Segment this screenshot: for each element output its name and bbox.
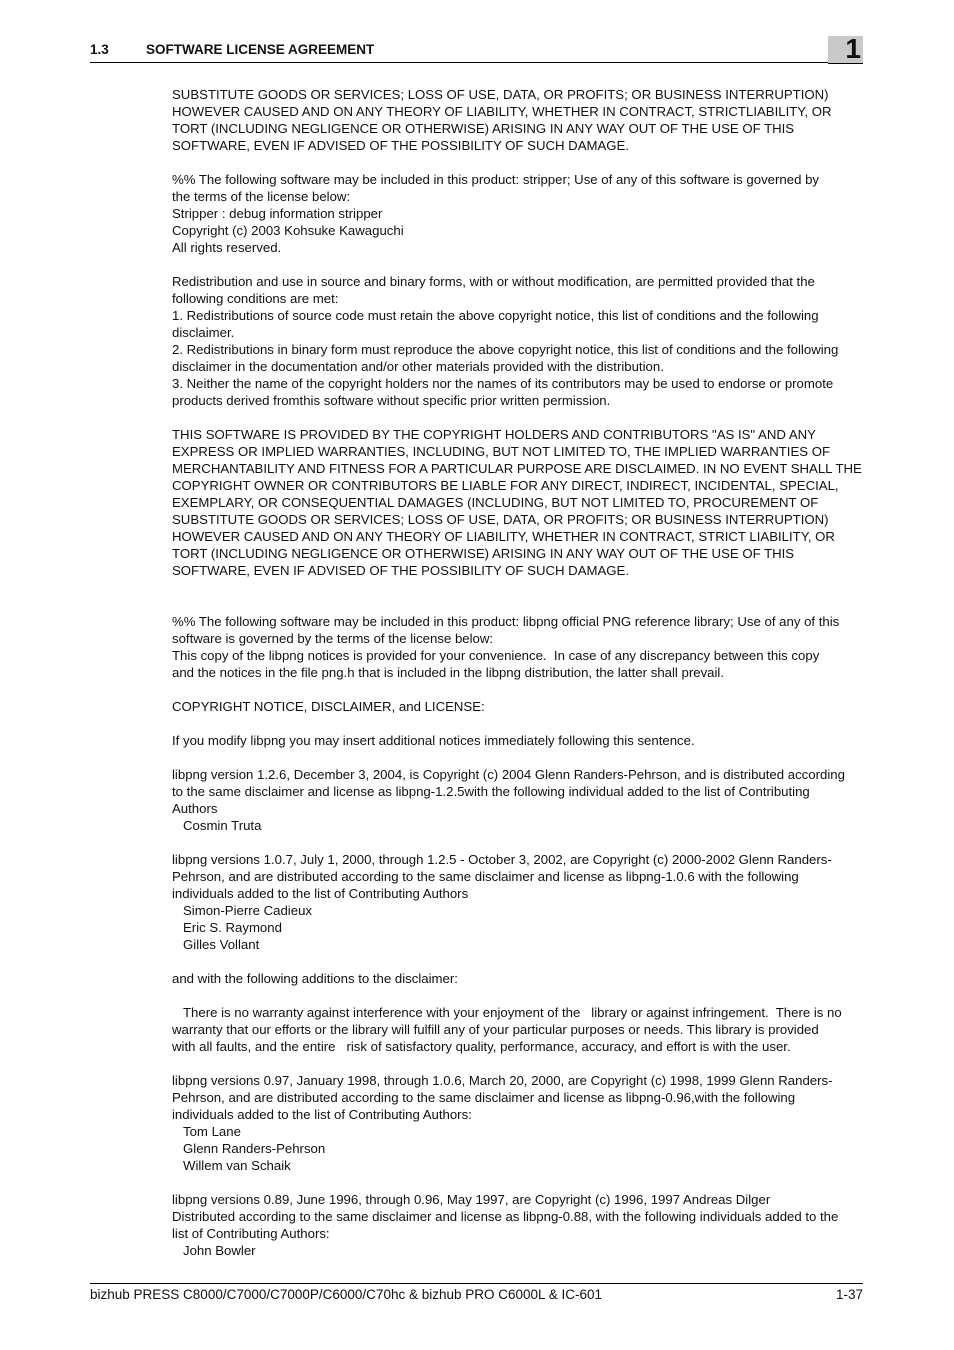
paragraph [172,732,864,749]
text-line: All rights reserved. [172,240,282,255]
paragraph [172,86,864,154]
contributor-name: Glenn Randers-Pehrson [183,1141,326,1156]
text-line: individuals added to the list of Contributing Authors: [172,1107,472,1122]
paragraph [172,1072,864,1174]
contributor-name: Willem van Schaik [183,1158,291,1173]
contributor-name: Tom Lane [183,1124,241,1139]
text-line: SOFTWARE, EVEN IF ADVISED OF THE POSSIBILITY OF SUCH DAMAGE. [172,138,630,153]
text-line: warranty that our efforts or the library will fulfill any of your particular purposes or needs. This library is provided [172,1022,819,1037]
paragraph [172,613,864,681]
text-line: Pehrson, and are distributed according to the same disclaimer and license as libpng-0.96,with the following [172,1090,796,1105]
text-line: If you modify libpng you may insert additional notices immediately following this sentence. [172,733,695,748]
footer-rule [90,1283,863,1284]
text-line: There is no warranty against interference with your enjoyment of the library or against infringement. There is no [172,1005,842,1020]
text-line: COPYRIGHT NOTICE, DISCLAIMER, and LICENSE: [172,699,485,714]
text-line: TORT (INCLUDING NEGLIGENCE OR OTHERWISE) ARISING IN ANY WAY OUT OF THE USE OF THIS [172,546,795,561]
text-line: HOWEVER CAUSED AND ON ANY THEORY OF LIABILITY, WHETHER IN CONTRACT, STRICTLIABILITY, OR [172,104,832,119]
text-line: products derived fromthis software without specific prior written permission. [172,393,611,408]
text-line: EXPRESS OR IMPLIED WARRANTIES, INCLUDING, BUT NOT LIMITED TO, THE IMPLIED WARRANTIES OF [172,444,831,459]
paragraph [172,970,864,987]
text-line: %% The following software may be included in this product: stripper; Use of any of this software is governed by [172,172,819,187]
text-line: and the notices in the file png.h that is included in the libpng distribution, the latter shall prevail. [172,665,725,680]
text-line: Copyright (c) 2003 Kohsuke Kawaguchi [172,223,404,238]
contributor-name: Gilles Vollant [183,937,260,952]
contributor-name: Eric S. Raymond [183,920,282,935]
chapter-tab [828,33,863,64]
text-line: This copy of the libpng notices is provided for your convenience. In case of any discrepancy between this copy [172,648,820,663]
text-line: Pehrson, and are distributed according to the same disclaimer and license as libpng-1.0.6 with the following [172,869,799,884]
text-line: Distributed according to the same disclaimer and license as libpng-0.88, with the following individuals added to the [172,1209,839,1224]
text-line: HOWEVER CAUSED AND ON ANY THEORY OF LIABILITY, WHETHER IN CONTRACT, STRICT LIABILITY, OR [172,529,835,544]
text-line: TORT (INCLUDING NEGLIGENCE OR OTHERWISE) ARISING IN ANY WAY OUT OF THE USE OF THIS [172,121,795,136]
text-line: libpng version 1.2.6, December 3, 2004, is Copyright (c) 2004 Glenn Randers-Pehrson, and is distributed according [172,767,845,782]
paragraph [172,766,864,834]
chapter-number: 1 [845,33,861,64]
text-line: SOFTWARE, EVEN IF ADVISED OF THE POSSIBILITY OF SUCH DAMAGE. [172,563,630,578]
text-line: disclaimer in the documentation and/or other materials provided with the distribution. [172,359,664,374]
text-line: and with the following additions to the disclaimer: [172,971,458,986]
text-line: %% The following software may be included in this product: libpng official PNG reference library; Use of any of this [172,614,840,629]
text-line: libpng versions 0.97, January 1998, through 1.0.6, March 20, 2000, are Copyright (c) 1998, 1999 Glenn Randers- [172,1073,833,1088]
text-line: Authors [172,801,218,816]
text-line: COPYRIGHT OWNER OR CONTRIBUTORS BE LIABLE FOR ANY DIRECT, INDIRECT, INCIDENTAL, SPECIAL, [172,478,839,493]
license-text-body [172,86,864,1276]
section-number: 1.3 [90,42,109,57]
text-line: to the same disclaimer and license as libpng-1.2.5with the following individual added to the list of Contributing [172,784,810,799]
page-header [90,33,863,66]
text-line: following conditions are met: [172,291,339,306]
text-line: EXEMPLARY, OR CONSEQUENTIAL DAMAGES (INCLUDING, BUT NOT LIMITED TO, PROCUREMENT OF [172,495,819,510]
page-footer [90,1283,863,1302]
footer-product-name: bizhub PRESS C8000/C7000/C7000P/C6000/C70hc & bizhub PRO C6000L & IC-601 [90,1287,603,1302]
paragraph [172,1191,864,1259]
text-line: 1. Redistributions of source code must retain the above copyright notice, this list of conditions and the following [172,308,819,323]
text-line: libpng versions 0.89, June 1996, through 0.96, May 1997, are Copyright (c) 1996, 1997 Andreas Dilger [172,1192,771,1207]
text-line: SUBSTITUTE GOODS OR SERVICES; LOSS OF USE, DATA, OR PROFITS; OR BUSINESS INTERRUPTION) [172,512,829,527]
paragraph [172,851,864,953]
paragraph [172,273,864,409]
contributor-name: Cosmin Truta [183,818,262,833]
text-line: libpng versions 1.0.7, July 1, 2000, through 1.2.5 - October 3, 2002, are Copyright (c) 2000-2002 Glenn Randers- [172,852,832,867]
paragraph [172,698,864,715]
section-title: SOFTWARE LICENSE AGREEMENT [146,42,375,57]
page-number: 1-37 [835,1287,863,1302]
contributor-name: John Bowler [183,1243,256,1258]
text-line: Stripper : debug information stripper [172,206,383,221]
text-line: THIS SOFTWARE IS PROVIDED BY THE COPYRIGHT HOLDERS AND CONTRIBUTORS "AS IS" AND ANY [172,427,816,442]
header-rule [90,62,863,63]
text-line: disclaimer. [172,325,235,340]
text-line: SUBSTITUTE GOODS OR SERVICES; LOSS OF USE, DATA, OR PROFITS; OR BUSINESS INTERRUPTION) [172,87,829,102]
text-line: the terms of the license below: [172,189,351,204]
contributor-name: Simon-Pierre Cadieux [183,903,312,918]
text-line: individuals added to the list of Contributing Authors [172,886,469,901]
paragraph [172,1004,864,1055]
paragraph [172,426,864,579]
text-line: with all faults, and the entire risk of satisfactory quality, performance, accuracy, and effort is with the user. [172,1039,791,1054]
text-line: software is governed by the terms of the license below: [172,631,494,646]
text-line: list of Contributing Authors: [172,1226,330,1241]
text-line: 2. Redistributions in binary form must reproduce the above copyright notice, this list of conditions and the following [172,342,839,357]
paragraph [172,171,864,256]
text-line: Redistribution and use in source and binary forms, with or without modification, are permitted provided that the [172,274,815,289]
text-line: 3. Neither the name of the copyright holders nor the names of its contributors may be used to endorse or promote [172,376,834,391]
text-line: MERCHANTABILITY AND FITNESS FOR A PARTICULAR PURPOSE ARE DISCLAIMED. IN NO EVENT SHALL THE [172,461,862,476]
